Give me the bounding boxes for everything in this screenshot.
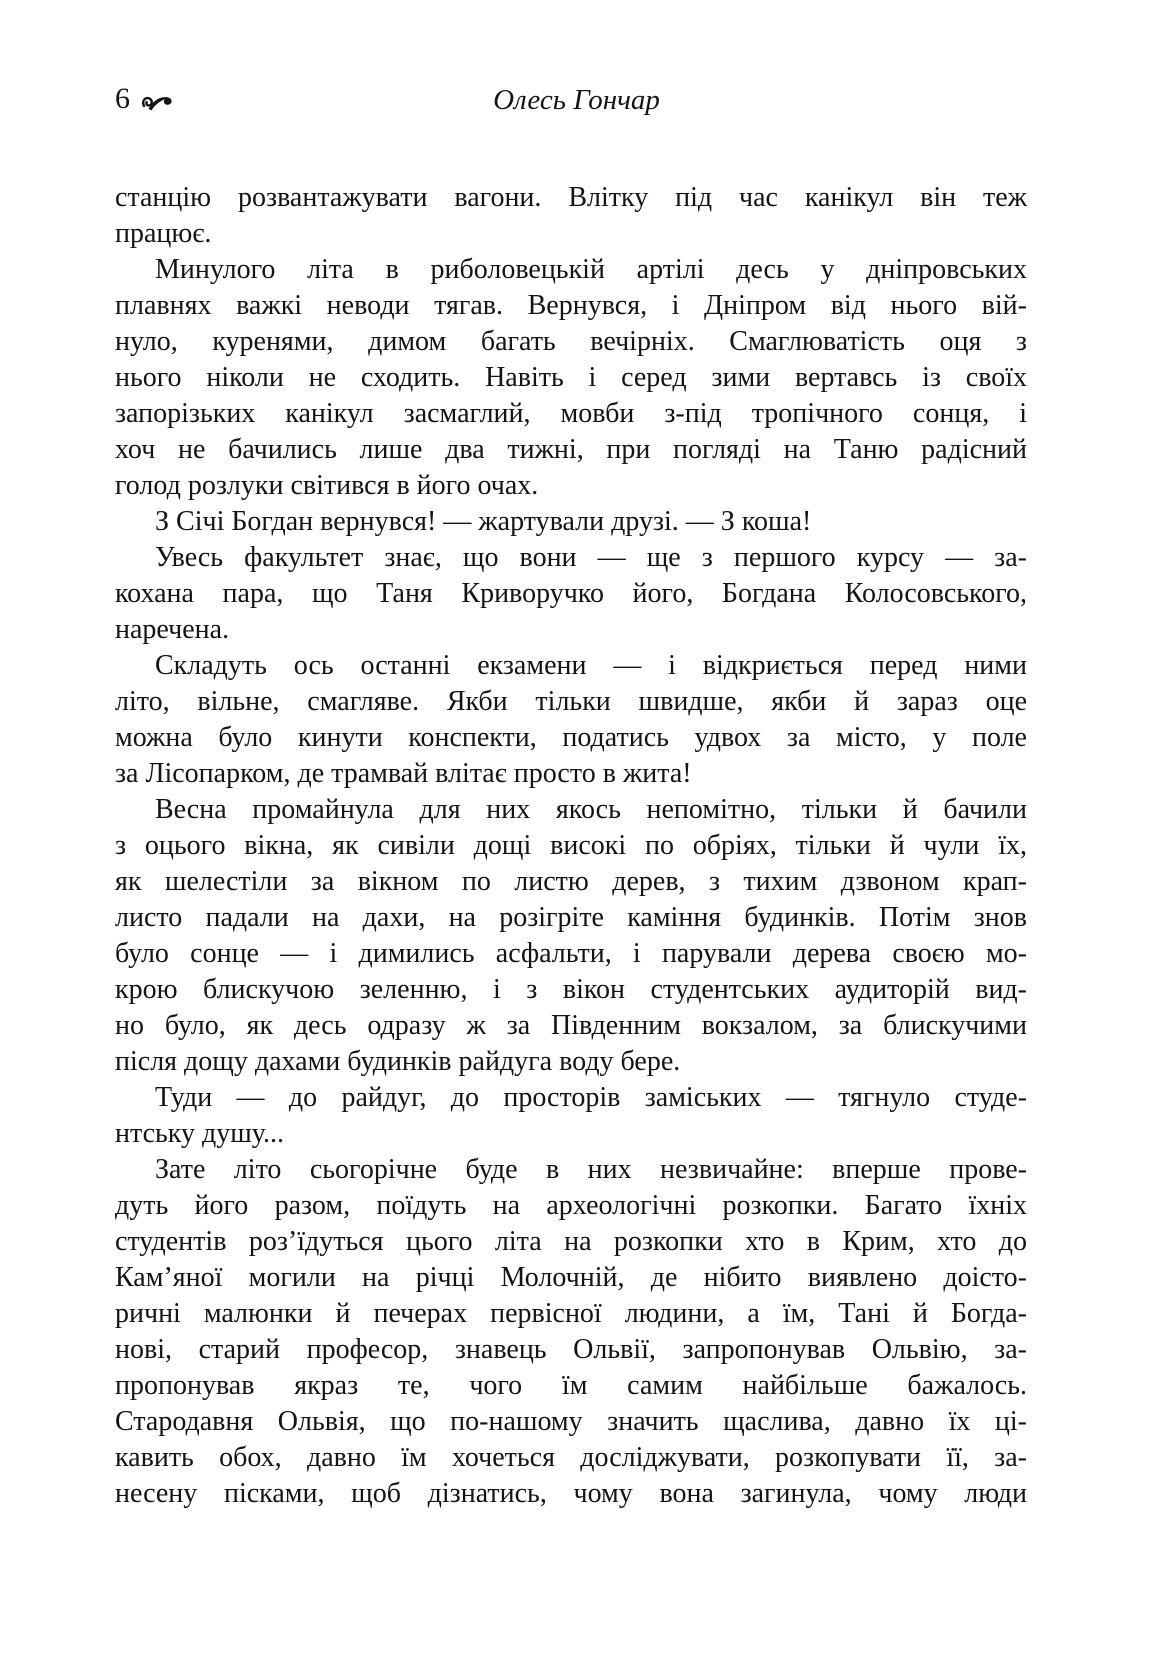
text-line: Стародавня Ольвія, що по-нашому значить щаслива, давно їх ці- <box>115 1406 1027 1437</box>
text-line: хоч не бачились лише два тижні, при погляді на Таню радісний <box>115 434 1027 465</box>
page-number: 6 <box>115 82 131 115</box>
text-line: працює. <box>115 218 212 249</box>
text-line: пропонував якраз те, чого їм самим найбільше бажалось. <box>115 1370 1027 1401</box>
text-line: станцію розвантажувати вагони. Влітку під час канікул він теж <box>115 182 1027 213</box>
text-line: наречена. <box>115 614 230 645</box>
text-line: несену пісками, щоб дізнатись, чому вона загинула, чому люди <box>115 1478 1027 1509</box>
text-line: ричні малюнки й печерах первісної людини, а їм, Тані й Богда- <box>115 1298 1027 1329</box>
text-line: як шелестіли за вікном по листю дерев, з тихим дзвоном крап- <box>115 866 1027 897</box>
page-header <box>115 82 1038 122</box>
text-line: Увесь факультет знає, що вони — ще з першого курсу — за- <box>155 542 1027 573</box>
text-line: нтську душу... <box>115 1118 284 1149</box>
text-line: запорізьких канікул засмаглий, мовби з-під тропічного сонця, і <box>115 398 1027 429</box>
text-line: Весна промайнула для них якось непомітно, тільки й бачили <box>155 794 1027 825</box>
text-line: студентів роз’їдуться цього літа на розкопки хто в Крим, хто до <box>115 1226 1027 1257</box>
body-text <box>115 180 1027 1512</box>
text-line: нуло, куренями, димом багать вечірніх. Смаглюватість оця з <box>115 326 1027 357</box>
text-line: плавнях важкі неводи тягав. Вернувся, і Дніпром від нього вій- <box>115 290 1027 321</box>
text-line: кохана пара, що Таня Криворучко його, Богдана Колосовського, <box>115 578 1027 609</box>
text-line: Кам’яної могили на річці Молочній, де нібито виявлено доісто- <box>115 1262 1027 1293</box>
text-line: но було, як десь одразу ж за Південним вокзалом, за блискучими <box>115 1010 1027 1041</box>
text-line: кавить обох, давно їм хочеться досліджувати, розкопувати її, за- <box>115 1442 1027 1473</box>
text-line: можна було кинути конспекти, податись удвох за місто, у поле <box>115 722 1027 753</box>
text-line: Минулого літа в риболовецькій артілі десь у дніпровських <box>155 254 1027 285</box>
running-title: Олесь Гончар <box>493 84 660 116</box>
text-line: Зате літо сьогорічне буде в них незвичайне: вперше прове- <box>155 1154 1027 1185</box>
text-line: дуть його разом, поїдуть на археологічні розкопки. Багато їхніх <box>115 1190 1027 1221</box>
text-line: Туди — до райдуг, до просторів заміських — тягнуло студе- <box>155 1082 1027 1113</box>
text-line: Складуть ось останні екзамени — і відкриється перед ними <box>155 650 1027 681</box>
text-line: було сонце — і димились асфальти, і парували дерева своєю мо- <box>115 938 1027 969</box>
text-line: листо падали на дахи, на розігріте каміння будинків. Потім знов <box>115 902 1027 933</box>
text-line: літо, вільне, смагляве. Якби тільки швидше, якби й зараз оце <box>115 686 1027 717</box>
text-line: крою блискучою зеленню, і з вікон студентських аудиторій вид- <box>115 974 1027 1005</box>
text-line: за Лісопарком, де трамвай влітає просто в жита! <box>115 758 692 789</box>
text-line: з оцього вікна, як сивіли дощі високі по обріях, тільки й чули їх, <box>115 830 1027 861</box>
text-line: голод розлуки світився в його очах. <box>115 470 539 501</box>
text-line: нові, старий професор, знавець Ольвії, запропонував Ольвію, за- <box>115 1334 1027 1365</box>
text-line: З Січі Богдан вернувся! — жартували друзі. — З коша! <box>155 506 812 537</box>
text-line: після дощу дахами будинків райдуга воду бере. <box>115 1046 681 1077</box>
text-line: нього ніколи не сходить. Навіть і серед зими вертавсь із своїх <box>115 362 1027 393</box>
